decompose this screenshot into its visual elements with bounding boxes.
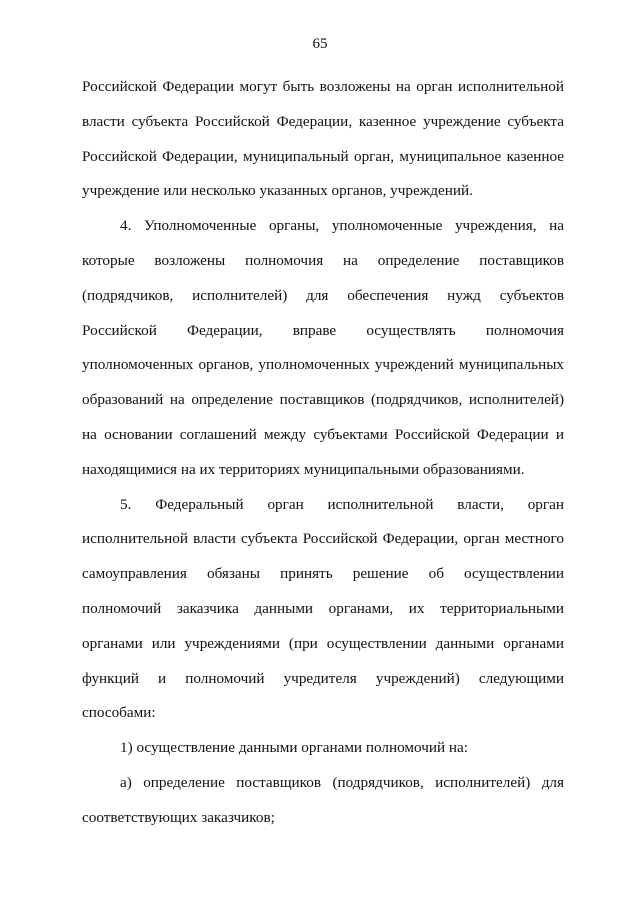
document-body [82,70,564,836]
paragraph-continuation: Российской Федерации могут быть возложены на орган исполнительной власти субъекта Российской Федерации, казенное учреждение субъекта Российской Федерации, муниципальный орган, муниципальное казенное учреждение или несколько указанных органов, учреждений. [82,78,564,200]
page-number: 65 [312,36,328,52]
subitem-a: а) определение поставщиков (подрядчиков, исполнителей) для соответствующих заказчиков; [82,773,564,826]
paragraph-item-4: 4. Уполномоченные органы, уполномоченные учреждения, на которые возложены полномочия на определение поставщиков (подрядчиков, исполнителей) для обеспечения нужд субъектов Российской Федерации, вправе осуществлять полномочия уполномоченных органов, уполномоченных учреждений муниципальных образований на определение поставщиков (подрядчиков, исполнителей) на основании соглашений между субъектами Российской Федерации и находящимися на их территориях муниципальными образованиями. [82,217,564,478]
paragraph-item-5: 5. Федеральный орган исполнительной власти, орган исполнительной власти субъекта Российской Федерации, орган местного самоуправления обязаны принять решение об осуществлении полномочий заказчика данными органами, их территориальными органами или учреждениями (при осуществлении данными органами функций и полномочий учредителя учреждений) следующими способами: [82,495,564,722]
subitem-1: 1) осуществление данными органами полномочий на: [120,739,468,757]
